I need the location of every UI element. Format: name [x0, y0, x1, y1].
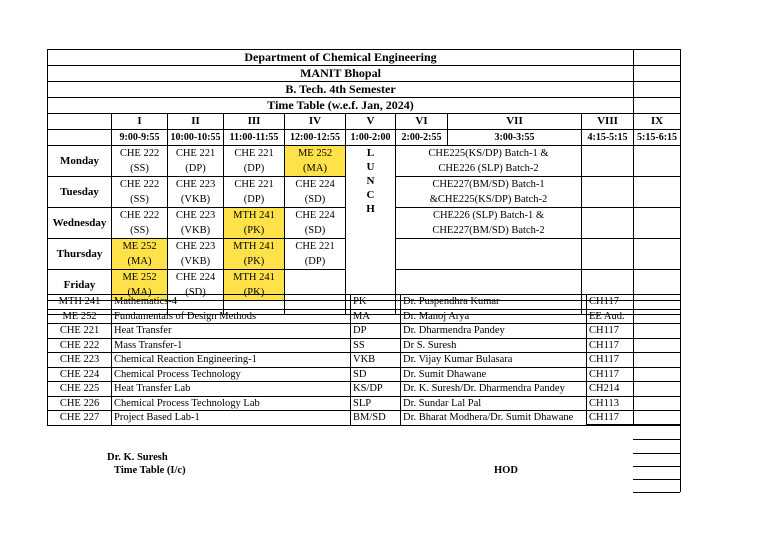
class-cell: CHE 224	[285, 177, 346, 193]
header-institute: MANIT Bhopal	[48, 66, 634, 82]
blank-cell	[634, 270, 681, 286]
subject-faculty: Dr. K. Suresh/Dr. Dharmendra Pandey	[401, 382, 587, 397]
period-3: III	[224, 114, 285, 130]
blank-cell	[634, 367, 681, 382]
subject-name: Chemical Process Technology	[112, 367, 351, 382]
class-cell: (MA)	[112, 254, 168, 270]
footer-grid-line	[587, 424, 680, 425]
blank-cell	[634, 146, 681, 162]
blank-cell	[582, 146, 634, 162]
class-cell: (SD)	[285, 223, 346, 239]
blank-cell	[582, 177, 634, 193]
time-slot-7: 3:00-3:55	[448, 130, 582, 146]
footer-grid-line	[633, 453, 680, 454]
class-cell: CHE 223	[168, 239, 224, 255]
day-tuesday: Tuesday	[48, 177, 112, 208]
class-cell: (VKB)	[168, 254, 224, 270]
lunch-letter: U	[366, 161, 375, 173]
class-cell: ME 252	[112, 270, 168, 286]
class-cell: (SS)	[112, 223, 168, 239]
timetable-grid	[47, 49, 681, 315]
subject-abbr: SLP	[351, 396, 401, 411]
period-9: IX	[634, 114, 681, 130]
subject-room: CH214	[587, 382, 634, 397]
blank-cell	[634, 223, 681, 239]
footer-grid-line	[633, 439, 680, 440]
blank-cell	[582, 239, 634, 255]
table-row	[48, 324, 681, 339]
header-department: Department of Chemical Engineering	[48, 50, 634, 66]
subject-code: CHE 227	[48, 411, 112, 426]
class-cell: (DP)	[285, 254, 346, 270]
class-cell: CHE 221	[168, 146, 224, 162]
blank-cell	[634, 309, 681, 324]
table-row	[48, 295, 681, 310]
class-cell: (DP)	[224, 192, 285, 208]
time-slot-8: 4:15-5:15	[582, 130, 634, 146]
class-cell: CHE 221	[224, 146, 285, 162]
time-slot-5: 1:00-2:00	[346, 130, 396, 146]
table-row	[48, 309, 681, 324]
class-cell: (SS)	[112, 192, 168, 208]
subject-faculty: Dr. Sumit Dhawane	[401, 367, 587, 382]
blank-cell	[582, 270, 634, 286]
period-6: VI	[396, 114, 448, 130]
day-monday: Monday	[48, 146, 112, 177]
subject-abbr: PK	[351, 295, 401, 310]
subject-name: Heat Transfer Lab	[112, 382, 351, 397]
subject-name: Project Based Lab-1	[112, 411, 351, 426]
subject-code: ME 252	[48, 309, 112, 324]
class-cell: CHE 222	[112, 146, 168, 162]
subject-code: CHE 221	[48, 324, 112, 339]
subject-faculty: Dr. Puspendhra Kumar	[401, 295, 587, 310]
subject-room: CH113	[587, 396, 634, 411]
footer-grid-line	[680, 424, 681, 492]
blank-cell	[634, 192, 681, 208]
lunch-letter: H	[366, 203, 375, 215]
subject-faculty: Dr. Vijay Kumar Bulasara	[401, 353, 587, 368]
lab-cell	[396, 254, 582, 270]
subject-abbr: VKB	[351, 353, 401, 368]
subject-faculty: Dr. Sundar Lal Pal	[401, 396, 587, 411]
signatory-role: Time Table (I/c)	[114, 465, 186, 476]
subject-code: CHE 226	[48, 396, 112, 411]
class-cell: (SS)	[112, 161, 168, 177]
lab-cell: &CHE225(KS/DP) Batch-2	[396, 192, 582, 208]
blank-cell	[634, 396, 681, 411]
class-cell: CHE 223	[168, 177, 224, 193]
lab-cell: CHE225(KS/DP) Batch-1 &	[396, 146, 582, 162]
blank-cell	[582, 161, 634, 177]
class-cell: (PK)	[224, 223, 285, 239]
blank-cell	[634, 295, 681, 310]
time-slot-3: 11:00-11:55	[224, 130, 285, 146]
day-friday: Friday	[48, 270, 112, 301]
class-cell: (PK)	[224, 285, 285, 301]
time-slot-1: 9:00-9:55	[112, 130, 168, 146]
day-wednesday: Wednesday	[48, 208, 112, 239]
blank-cell	[48, 114, 112, 130]
class-cell: CHE 223	[168, 208, 224, 224]
class-cell: (VKB)	[168, 223, 224, 239]
blank-cell	[634, 208, 681, 224]
subject-faculty: Dr. Manoj Arya	[401, 309, 587, 324]
class-cell: (DP)	[168, 161, 224, 177]
subject-code: CHE 223	[48, 353, 112, 368]
subject-name: Mathematics-4	[112, 295, 351, 310]
class-cell: MTH 241	[224, 208, 285, 224]
blank-cell	[634, 353, 681, 368]
lunch-letter: L	[366, 147, 375, 159]
hod-label: HOD	[494, 465, 518, 476]
subject-room: CH117	[587, 353, 634, 368]
period-5: V	[346, 114, 396, 130]
blank-cell	[634, 324, 681, 339]
class-cell: (SD)	[168, 285, 224, 301]
subject-abbr: BM/SD	[351, 411, 401, 426]
class-cell: (MA)	[112, 285, 168, 301]
class-cell: (MA)	[285, 161, 346, 177]
table-row	[48, 353, 681, 368]
lab-cell: CHE227(BM/SD) Batch-2	[396, 223, 582, 239]
subject-faculty: Dr S. Suresh	[401, 338, 587, 353]
class-cell: CHE 222	[112, 208, 168, 224]
class-cell: (PK)	[224, 254, 285, 270]
subject-abbr: KS/DP	[351, 382, 401, 397]
subject-room: EE Aud.	[587, 309, 634, 324]
header-timetable: Time Table (w.e.f. Jan, 2024)	[48, 98, 634, 114]
footer-grid-line	[633, 479, 680, 480]
class-cell: CHE 224	[168, 270, 224, 286]
class-cell: ME 252	[285, 146, 346, 162]
class-cell: CHE 221	[285, 239, 346, 255]
table-row	[48, 338, 681, 353]
subject-abbr: SD	[351, 367, 401, 382]
class-cell: CHE 222	[112, 177, 168, 193]
class-cell: (VKB)	[168, 192, 224, 208]
time-slot-9: 5:15-6:15	[634, 130, 681, 146]
signatory-name: Dr. K. Suresh	[107, 452, 168, 463]
lab-cell	[396, 239, 582, 255]
lab-cell: CHE226 (SLP) Batch-2	[396, 161, 582, 177]
class-cell: (DP)	[224, 161, 285, 177]
subject-legend-table	[47, 294, 681, 426]
subject-room: CH117	[587, 324, 634, 339]
subject-abbr: MA	[351, 309, 401, 324]
blank-cell	[582, 192, 634, 208]
lunch-column	[346, 146, 396, 301]
blank-cell	[634, 98, 681, 114]
subject-abbr: SS	[351, 338, 401, 353]
subject-room: CH117	[587, 411, 634, 426]
class-cell: CHE 221	[224, 177, 285, 193]
day-thursday: Thursday	[48, 239, 112, 270]
blank-cell	[634, 50, 681, 66]
time-slot-6: 2:00-2:55	[396, 130, 448, 146]
blank-cell	[582, 223, 634, 239]
subject-name: Heat Transfer	[112, 324, 351, 339]
blank-cell	[634, 338, 681, 353]
subject-code: CHE 225	[48, 382, 112, 397]
subject-code: CHE 222	[48, 338, 112, 353]
lab-cell: CHE227(BM/SD) Batch-1	[396, 177, 582, 193]
subject-faculty: Dr. Dharmendra Pandey	[401, 324, 587, 339]
blank-cell	[634, 161, 681, 177]
header-program: B. Tech. 4th Semester	[48, 82, 634, 98]
subject-name: Fundamentals of Design Methods	[112, 309, 351, 324]
blank-cell	[634, 382, 681, 397]
subject-code: CHE 224	[48, 367, 112, 382]
class-cell: CHE 224	[285, 208, 346, 224]
period-2: II	[168, 114, 224, 130]
footer-grid-line	[633, 492, 680, 493]
blank-cell	[582, 254, 634, 270]
period-1: I	[112, 114, 168, 130]
class-cell: MTH 241	[224, 239, 285, 255]
class-cell: ME 252	[112, 239, 168, 255]
subject-name: Chemical Reaction Engineering-1	[112, 353, 351, 368]
table-row	[48, 367, 681, 382]
lunch-letter: C	[366, 189, 375, 201]
blank-cell	[634, 66, 681, 82]
blank-cell	[634, 239, 681, 255]
class-cell	[285, 270, 346, 286]
lunch-letter: N	[366, 175, 375, 187]
blank-cell	[634, 411, 681, 426]
subject-room: CH117	[587, 295, 634, 310]
subject-name: Chemical Process Technology Lab	[112, 396, 351, 411]
class-cell: MTH 241	[224, 270, 285, 286]
period-7: VII	[448, 114, 582, 130]
subject-abbr: DP	[351, 324, 401, 339]
time-slot-2: 10:00-10:55	[168, 130, 224, 146]
blank-cell	[634, 82, 681, 98]
time-slot-4: 12:00-12:55	[285, 130, 346, 146]
footer-grid-line	[633, 466, 680, 467]
blank-cell	[634, 177, 681, 193]
table-row	[48, 411, 681, 426]
subject-room: CH117	[587, 367, 634, 382]
subject-name: Mass Transfer-1	[112, 338, 351, 353]
class-cell: (SD)	[285, 192, 346, 208]
table-row	[48, 382, 681, 397]
blank-cell	[48, 130, 112, 146]
blank-cell	[634, 254, 681, 270]
period-8: VIII	[582, 114, 634, 130]
lab-cell: CHE226 (SLP) Batch-1 &	[396, 208, 582, 224]
period-4: IV	[285, 114, 346, 130]
table-row	[48, 396, 681, 411]
subject-code: MTH 241	[48, 295, 112, 310]
lab-cell	[396, 270, 582, 286]
subject-room: CH117	[587, 338, 634, 353]
subject-faculty: Dr. Bharat Modhera/Dr. Sumit Dhawane	[401, 411, 587, 426]
blank-cell	[582, 208, 634, 224]
